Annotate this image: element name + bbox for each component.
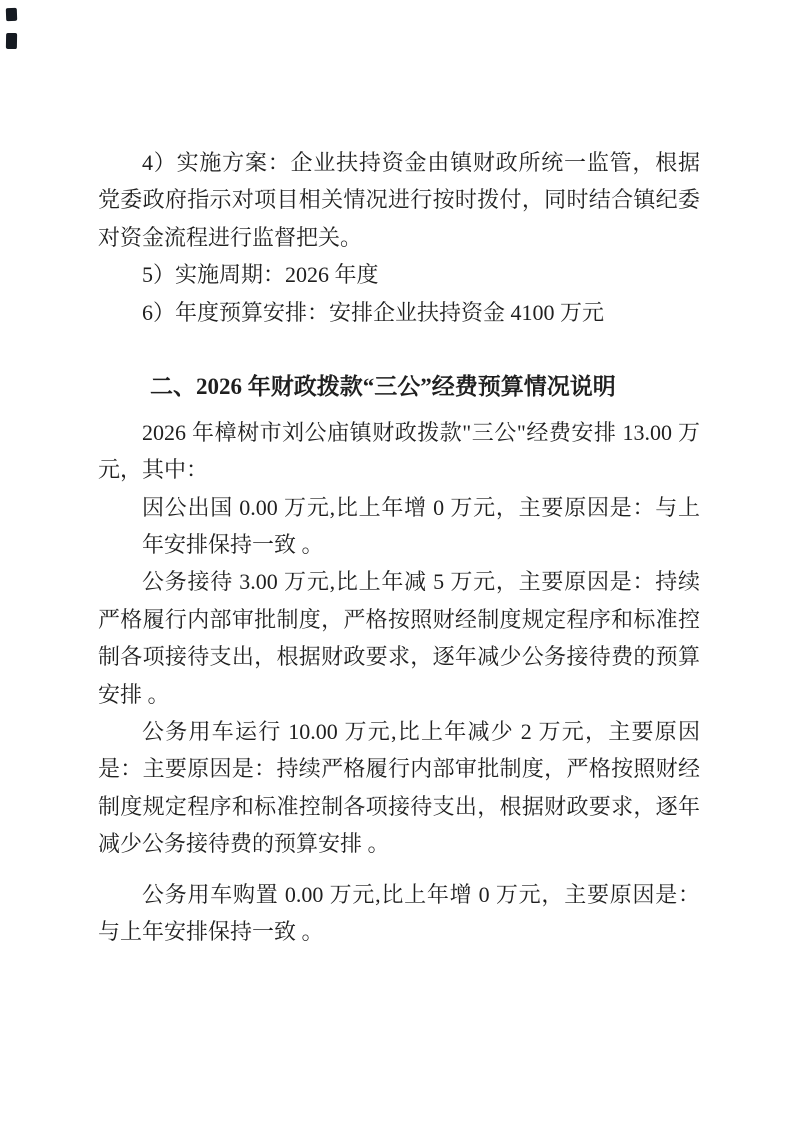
- paragraph-three-public-total: 2026 年樟树市刘公庙镇财政拨款"三公"经费安排 13.00 万元，其中：: [98, 419, 700, 483]
- scan-artifact-1: [6, 8, 17, 21]
- paragraph-overseas-trips: 因公出国 0.00 万元,比上年增 0 万元，主要原因是：与上年安排保持一致 。: [142, 494, 700, 558]
- paragraph-vehicle-operation: 公务用车运行 10.00 万元,比上年减少 2 万元，主要原因是：主要原因是：持续严格履行内部审批制度，严格按照财经制度规定程序和标准控制各项接待支出，根据财政要求，逐年减少公务接待费的预算安排 。: [98, 719, 700, 857]
- paragraph-official-reception: 公务接待 3.00 万元,比上年减 5 万元，主要原因是：持续严格履行内部审批制度，严格按照财经制度规定程序和标准控制各项接待支出，根据财政要求，逐年减少公务接待费的预算安排 。: [98, 569, 700, 707]
- paragraph-vehicle-purchase: 公务用车购置 0.00 万元,比上年增 0 万元，主要原因是：与上年安排保持一致 。: [98, 881, 700, 945]
- section-heading-three-public-funds: 二、2026 年财政拨款“三公”经费预算情况说明: [150, 374, 616, 400]
- scan-artifact-2: [6, 33, 17, 49]
- paragraph-implementation-period: 5）实施周期：2026 年度: [142, 262, 379, 288]
- paragraph-annual-budget-arrangement: 6）年度预算安排：安排企业扶持资金 4100 万元: [142, 299, 605, 325]
- paragraph-implementation-plan: 4）实施方案：企业扶持资金由镇财政所统一监管，根据党委政府指示对项目相关情况进行按时拨付，同时结合镇纪委对资金流程进行监督把关。: [98, 150, 700, 250]
